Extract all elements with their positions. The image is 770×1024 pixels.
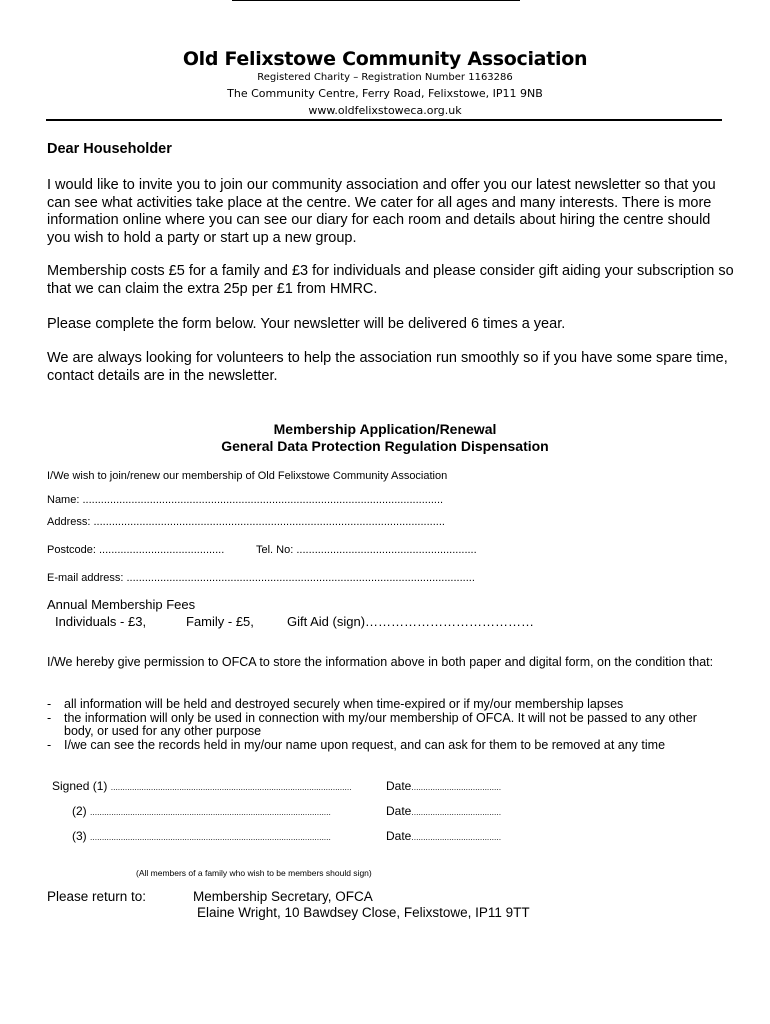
- letter-paragraph-3: Please complete the form below. Your newsletter will be delivered 6 times a year.: [47, 316, 566, 332]
- tel-field[interactable]: [256, 544, 477, 556]
- email-field[interactable]: [47, 572, 475, 584]
- condition-text: I/we can see the records held in my/our name upon request, and can ask for them to be removed at any time: [64, 737, 666, 752]
- top-divider: [232, 0, 520, 1]
- signed-label: Signed (1): [52, 779, 108, 793]
- email-dots: ..................................................................................................................: [126, 572, 475, 584]
- date-label: Date: [386, 829, 412, 843]
- tel-label: Tel. No:: [256, 544, 294, 556]
- name-field[interactable]: [47, 494, 443, 506]
- date-line-2[interactable]: [386, 804, 501, 818]
- date-line-3[interactable]: [386, 829, 501, 843]
- address-label: Address:: [47, 516, 91, 528]
- postcode-dots: .........................................: [98, 544, 225, 556]
- list-item: [47, 712, 727, 739]
- date-label: Date: [386, 779, 412, 793]
- charity-number: Registered Charity – Registration Number 1163286: [257, 72, 513, 83]
- greeting: Dear Householder: [47, 141, 172, 157]
- form-subtitle: General Data Protection Regulation Dispensation: [221, 438, 549, 454]
- name-dots: ......................................................................................................................: [82, 494, 444, 506]
- association-address: The Community Centre, Ferry Road, Felixstowe, IP11 9NB: [227, 87, 543, 100]
- consent-text: I/We hereby give permission to OFCA to store the information above in both paper and digital form, on the condition that:: [47, 655, 714, 669]
- return-line-2: Elaine Wright, 10 Bawdsey Close, Felixstowe, IP11 9TT: [197, 905, 530, 920]
- email-label: E-mail address:: [47, 572, 124, 584]
- fee-individuals: Individuals - £3,: [55, 614, 147, 629]
- list-item: [47, 739, 727, 753]
- family-sign-note: (All members of a family who wish to be members should sign): [136, 868, 372, 878]
- postcode-label: Postcode:: [47, 544, 96, 556]
- form-title: Membership Application/Renewal: [273, 421, 497, 437]
- postcode-field[interactable]: [47, 544, 224, 556]
- date-label: Date: [386, 804, 412, 818]
- date-dots: ......................................: [411, 782, 502, 792]
- signature-dots: ......................................................................................................: [110, 782, 352, 792]
- fees-heading: Annual Membership Fees: [47, 597, 196, 612]
- address-field[interactable]: [47, 516, 445, 528]
- signature-line-3[interactable]: [72, 829, 331, 843]
- letter-paragraph-1: I would like to invite you to join our community association and offer you our latest newsletter so that you can see what activities take place at the centre. We cater for all ages and many interests. There is more information online where you can see our diary for each room and details about hiring the centre should you wish to hold a party or start up a new group.: [47, 177, 716, 246]
- bullet-dash: -: [47, 710, 52, 725]
- association-title: Old Felixstowe Community Association: [182, 48, 588, 70]
- signature-line-2[interactable]: [72, 804, 331, 818]
- condition-text: all information will be held and destroyed securely when time-expired or if my/our membership lapses: [64, 697, 624, 711]
- gift-aid-signature[interactable]: Gift Aid (sign)…………………………………: [287, 614, 535, 629]
- signature-dots: ......................................................................................................: [90, 807, 331, 817]
- condition-text: the information will only be used in connection with my/our membership of OFCA. It will not be passed to any other body, or used for any other purpose: [64, 710, 697, 738]
- return-line-1: Membership Secretary, OFCA: [193, 889, 373, 904]
- signature-number-2: (2): [72, 804, 87, 818]
- name-label: Name:: [47, 494, 80, 506]
- bullet-dash: -: [47, 697, 52, 711]
- address-dots: ...................................................................................................................: [93, 516, 445, 528]
- signature-number-3: (3): [72, 829, 87, 843]
- website: www.oldfelixstoweca.org.uk: [308, 104, 462, 117]
- header-rule: [46, 119, 722, 121]
- date-dots: ......................................: [411, 832, 502, 842]
- letter-paragraph-4: We are always looking for volunteers to help the association run smoothly so if you have some spare time, contact details are in the newsletter.: [47, 350, 728, 384]
- date-dots: ......................................: [411, 807, 502, 817]
- tel-dots: ...........................................................: [296, 544, 477, 556]
- letter-paragraph-2: Membership costs £5 for a family and £3 for individuals and please consider gift aiding your subscription so that we can claim the extra 25p per £1 from HMRC.: [47, 263, 734, 297]
- bullet-dash: -: [47, 737, 52, 752]
- list-item: [47, 698, 727, 712]
- fee-family: Family - £5,: [186, 614, 254, 629]
- return-label: Please return to:: [47, 889, 147, 904]
- signature-line-1[interactable]: [52, 779, 352, 793]
- date-line-1[interactable]: [386, 779, 501, 793]
- consent-conditions: [47, 698, 727, 752]
- form-intro: I/We wish to join/renew our membership of Old Felixstowe Community Association: [47, 470, 448, 482]
- signature-dots: ......................................................................................................: [90, 832, 331, 842]
